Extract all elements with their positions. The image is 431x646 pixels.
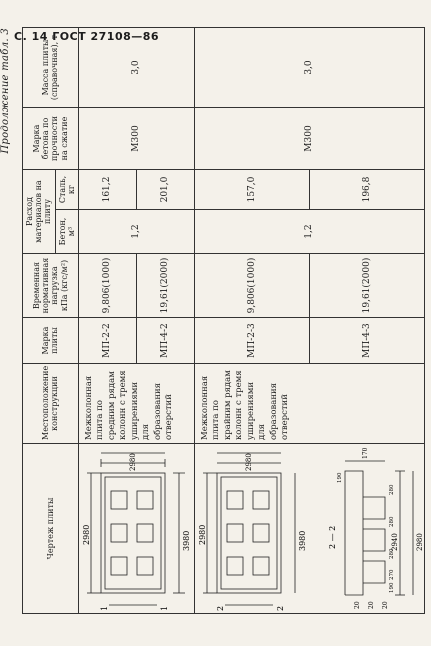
plate2-section-bottom: 2 [275, 605, 285, 611]
section-dim-20-a: 20 [353, 601, 361, 609]
mark-2-2: МП-4-3 [309, 318, 424, 364]
plate1-section-top: 1 [99, 605, 109, 611]
table-continuation-label: Продолжение табл. 3 [0, 28, 11, 154]
concrete-mark-1: М300 [78, 108, 194, 170]
mark-1-1: МП-2-2 [78, 318, 136, 364]
specification-table [22, 27, 425, 614]
plate2-section-top: 2 [215, 605, 225, 611]
plate1-dim-bottom: 3980 [181, 530, 191, 551]
section-dim-2940: 2940 [390, 533, 399, 551]
mark-1-2: МП-4-2 [136, 318, 194, 364]
steel-2-2: 196,8 [309, 170, 424, 210]
concrete-mark-2: М300 [194, 108, 424, 170]
section-dim-2980: 2980 [415, 533, 424, 551]
plate2-dim-bottom: 3980 [297, 530, 307, 551]
page-header: С. 14 ГОСТ 27108—86 [14, 30, 160, 43]
plate2-dim-top: 2980 [197, 524, 207, 545]
plate1-dim-side: 2980 [128, 453, 137, 471]
col-header-concrete: Бетон, м³ [55, 210, 78, 254]
section-dim-190-b: 190 [336, 472, 343, 483]
plate2-dim-side: 2980 [244, 453, 253, 471]
mass-2: 3,0 [194, 28, 424, 108]
plate1-section-bottom: 1 [159, 605, 169, 611]
plate-drawing-1 [78, 444, 194, 614]
steel-2-1: 157,0 [194, 170, 309, 210]
steel-1-1: 161,2 [78, 170, 136, 210]
load-1-1: 9,806(1000) [78, 254, 136, 318]
concrete-1: 1,2 [78, 210, 194, 254]
rotated-table-area [0, 28, 424, 614]
section-dim-280-a: 280 [388, 548, 395, 559]
col-header-location: Местоположение конструкции [23, 364, 79, 444]
section-dim-190-a: 190 [388, 582, 395, 593]
col-header-concrete-mark: Марка бетона по прочности на сжатие [23, 108, 79, 170]
section-dim-170: 170 [361, 447, 369, 459]
section-2-2-label: 2 — 2 [327, 525, 337, 549]
plate-drawing-2-svg [195, 443, 425, 613]
plate1-dim-top: 2980 [81, 524, 91, 545]
location-1: Межколонная плита по средним рядам колонн с тремя уширениями для образования отверстий [78, 364, 194, 444]
load-2-2: 19,61(2000) [309, 254, 424, 318]
col-header-steel: Сталь, кг [55, 170, 78, 210]
col-header-mark: Марка плиты [23, 318, 79, 364]
steel-1-2: 201,0 [136, 170, 194, 210]
section-dim-280-c: 280 [388, 484, 395, 495]
concrete-2: 1,2 [194, 210, 424, 254]
col-header-consumption: Расход материалов на плиту [23, 170, 56, 254]
section-dim-20-b: 20 [367, 601, 375, 609]
load-1-2: 19,61(2000) [136, 254, 194, 318]
section-dim-280-b: 280 [388, 516, 395, 527]
location-2: Межколонная плита по крайним рядам колонн с тремя уширениями для образования отверстий [194, 364, 424, 444]
col-header-drawing: Чертеж плиты [23, 444, 79, 614]
plate-drawing-1-svg [79, 443, 195, 613]
section-dim-20-c: 20 [381, 601, 389, 609]
col-header-load: Временная нормативная нагрузка кПа (кгс/м²) [23, 254, 79, 318]
mark-2-1: МП-2-3 [194, 318, 309, 364]
mass-1: 3,0 [78, 28, 194, 108]
col-header-mass: Масса плиты (справочная), т [23, 28, 79, 108]
section-dim-270: 270 [388, 569, 395, 580]
load-2-1: 9,806(1000) [194, 254, 309, 318]
plate-drawing-2 [194, 444, 424, 614]
